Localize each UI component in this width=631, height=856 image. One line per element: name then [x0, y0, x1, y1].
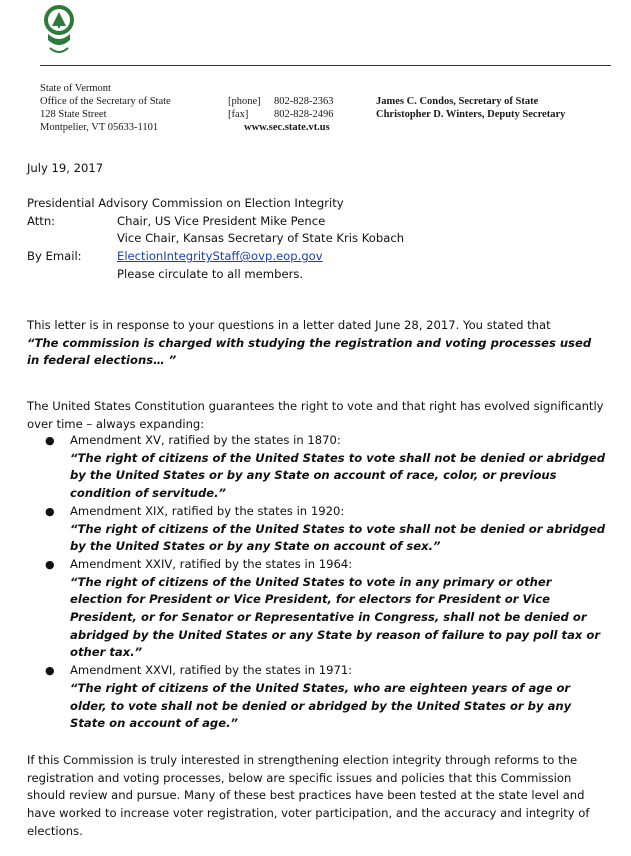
phone-label: [phone] [228, 96, 261, 107]
city-address: Montpelier, VT 05633-1101 [40, 122, 159, 133]
amendment-list [27, 432, 607, 733]
amendment-quote: “The right of citizens of the United States to vote in any primary or other election for President or Vice President, for electors for President or Vice President, or for Senator or Representative in Congress, shall not be denied or abridged by the United States or any State by reason of failure to pay poll tax or other tax.” [70, 574, 601, 660]
bullet-icon: ● [45, 434, 55, 447]
reform-paragraph: If this Commission is truly interested in strengthening election integrity through reforms to the registration and voting processes, below are specific issues and policies that this Commission should review and pursue. Many of these best practices have been tested at the state level and have worked to increase voter registration, voter participation, and the accuracy and integrity of elections. [27, 753, 590, 838]
fax-label: [fax] [228, 109, 249, 120]
intro-paragraph [27, 317, 607, 370]
amendment-title: Amendment XXVI, ratified by the states in 1971: [70, 663, 353, 678]
secretary-name: James C. Condos, Secretary of State [376, 96, 539, 107]
letterhead-officials [376, 95, 565, 121]
email-link[interactable]: ElectionIntegrityStaff@ovp.eop.gov [117, 249, 323, 264]
constitution-paragraph: The United States Constitution guarantees the right to vote and that right has evolved significantly over time – always expanding: [27, 399, 604, 431]
letterhead-contact [228, 95, 334, 121]
website: www.sec.state.vt.us [244, 122, 330, 133]
recipient-name: Presidential Advisory Commission on Election Integrity [27, 196, 344, 210]
amendment-quote: “The right of citizens of the United States to vote shall not be denied or abridged by the United States or by any State on account of sex.” [70, 521, 606, 554]
email-label: By Email: [27, 249, 82, 264]
state-name: State of Vermont [40, 83, 111, 94]
intro-text: This letter is in response to your questions in a letter dated June 28, 2017. You stated that [27, 318, 551, 332]
email-note: Please circulate to all members. [117, 266, 304, 281]
attn-label: Attn: [27, 213, 56, 228]
amendment-title: Amendment XV, ratified by the states in 1870: [70, 433, 341, 447]
bullet-icon: ● [45, 557, 55, 571]
amendment-quote: “The right of citizens of the United States to vote shall not be denied or abridged by the United States or by any State on account of race, color, or previous condition of servitude.” [70, 450, 606, 501]
street-address: 128 State Street [40, 109, 107, 120]
deputy-name: Christopher D. Winters, Deputy Secretary [376, 109, 566, 120]
letterhead-divider [40, 65, 611, 66]
amendment-title: Amendment XIX, ratified by the states in 1920: [70, 503, 345, 518]
attn-vice-chair: Vice Chair, Kansas Secretary of State Kris Kobach [117, 231, 405, 246]
letterhead-address [40, 82, 171, 134]
letter-date: July 19, 2017 [27, 161, 104, 175]
office-name: Office of the Secretary of State [40, 96, 171, 107]
list-item [27, 432, 607, 503]
amendment-quote: “The right of citizens of the United States, who are eighteen years of age or older, to vote shall not be denied or abridged by the United States or by any State on account of age.” [70, 680, 572, 731]
bullet-icon: ● [45, 504, 55, 518]
phone-number: 802-828-2363 [274, 96, 334, 107]
bullet-icon: ● [45, 664, 55, 678]
amendment-title: Amendment XXIV, ratified by the states in 1964: [70, 556, 353, 571]
intro-quote: “The commission is charged with studying the registration and voting processes used in federal elections… ” [27, 335, 592, 368]
fax-number: 802-828-2496 [274, 109, 334, 120]
attn-chair: Chair, US Vice President Mike Pence [117, 213, 326, 228]
list-item [27, 662, 607, 733]
vermont-seal-icon [42, 4, 76, 56]
recipient-block [27, 195, 607, 283]
list-item [27, 503, 607, 556]
list-item [27, 556, 607, 662]
